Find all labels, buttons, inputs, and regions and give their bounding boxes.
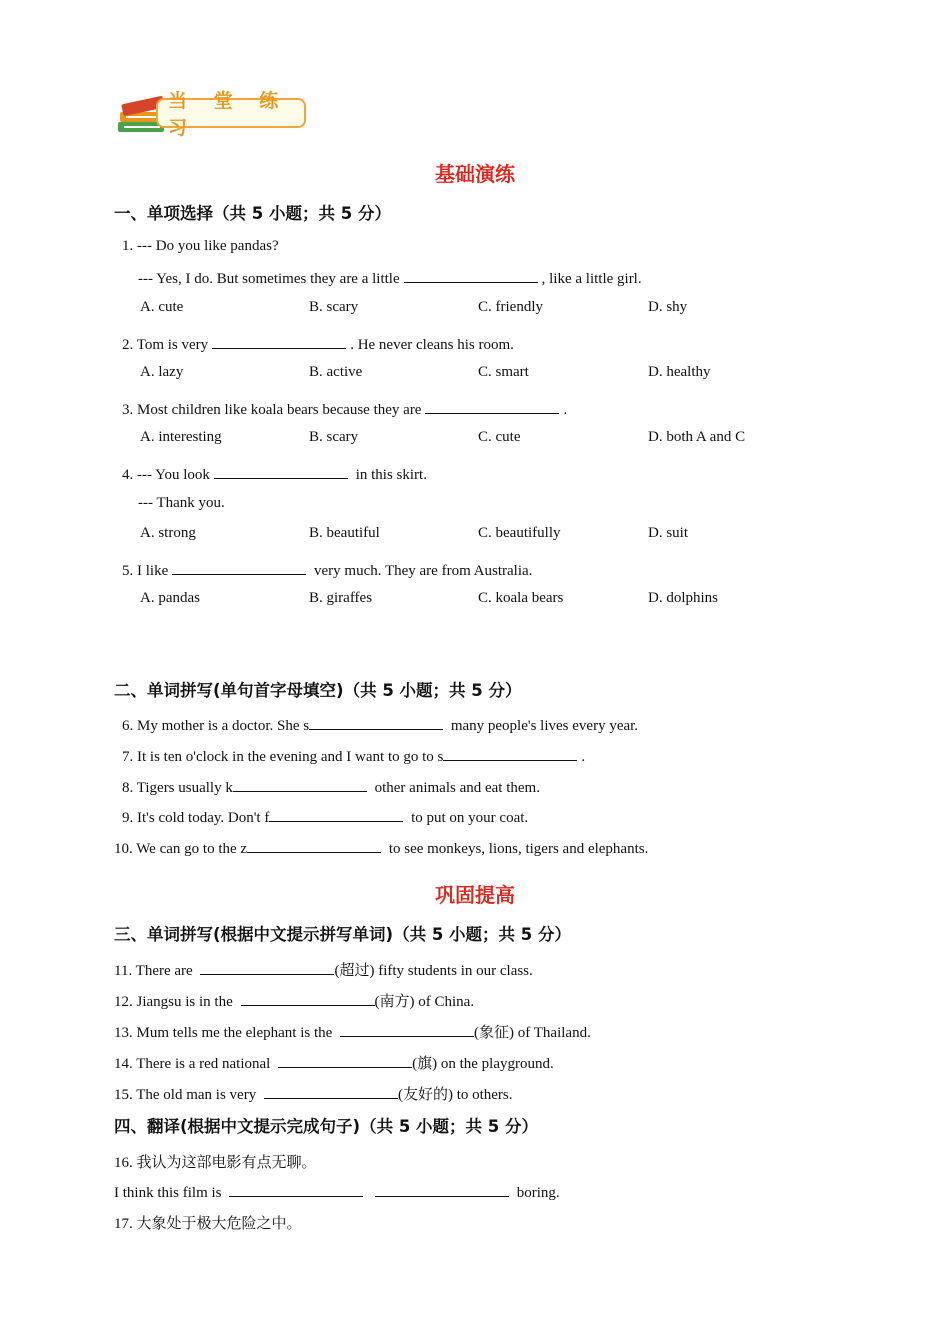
part2-heading: 二、单词拼写(单句首字母填空)（共 5 小题；共 5 分）: [114, 681, 522, 700]
banner-label: 当 堂 练 习: [156, 98, 306, 128]
question-4: 4. --- You look in this skirt.: [122, 464, 427, 484]
answer-blank[interactable]: [269, 807, 403, 822]
question-2: 2. Tom is very . He never cleans his room.: [122, 334, 514, 354]
option: B. beautiful: [309, 525, 380, 541]
option: D. dolphins: [648, 590, 719, 606]
question-6: 6. My mother is a doctor. She s many people's lives every year.: [122, 715, 638, 735]
option: A. cute: [140, 299, 184, 315]
answer-blank[interactable]: [278, 1053, 412, 1068]
question-12: 12. Jiangsu is in the (南方) of China.: [114, 990, 474, 1011]
question-3: 3. Most children like koala bears because they are .: [122, 399, 567, 419]
part1-heading: 一、单项选择（共 5 小题；共 5 分）: [114, 204, 391, 223]
answer-blank[interactable]: [443, 746, 577, 761]
option: C. cute: [478, 429, 521, 445]
question-1-line2: --- Yes, I do. But sometimes they are a little , like a little girl.: [138, 268, 642, 288]
question-7: 7. It is ten o'clock in the evening and I want to go to s .: [122, 746, 585, 766]
option: A. pandas: [140, 590, 200, 606]
question-8: 8. Tigers usually k other animals and eat them.: [122, 777, 540, 797]
part3-heading: 三、单词拼写(根据中文提示拼写单词)（共 5 小题；共 5 分）: [114, 925, 572, 944]
answer-blank[interactable]: [172, 560, 306, 575]
answer-blank[interactable]: [264, 1084, 398, 1099]
question-17-chinese: 17. 大象处于极大危险之中。: [114, 1216, 302, 1232]
question-16: I think this film is boring.: [114, 1182, 560, 1202]
answer-blank[interactable]: [200, 960, 334, 975]
option: B. active: [309, 364, 363, 380]
section-title-basic: 基础演练: [435, 162, 515, 186]
question-1: 1. --- Do you like pandas?: [122, 238, 279, 254]
option: A. strong: [140, 525, 196, 541]
part4-heading: 四、翻译(根据中文提示完成句子)（共 5 小题；共 5 分）: [114, 1117, 539, 1136]
option: D. healthy: [648, 364, 711, 380]
section-title-advanced: 巩固提高: [435, 883, 515, 907]
answer-blank[interactable]: [233, 777, 367, 792]
question-15: 15. The old man is very (友好的) to others.: [114, 1083, 513, 1104]
answer-blank[interactable]: [425, 399, 559, 414]
question-5: 5. I like very much. They are from Australia.: [122, 560, 532, 580]
option: D. suit: [648, 525, 689, 541]
answer-blank[interactable]: [229, 1182, 363, 1197]
option: B. giraffes: [309, 590, 373, 606]
question-14: 14. There is a red national (旗) on the playground.: [114, 1052, 554, 1073]
option: B. scary: [309, 429, 359, 445]
option: B. scary: [309, 299, 359, 315]
answer-blank[interactable]: [340, 1022, 474, 1037]
question-9: 9. It's cold today. Don't f to put on your coat.: [122, 807, 528, 827]
answer-blank[interactable]: [309, 715, 443, 730]
question-10: 10. We can go to the z to see monkeys, lions, tigers and elephants.: [114, 838, 648, 858]
question-13: 13. Mum tells me the elephant is the (象征) of Thailand.: [114, 1021, 591, 1042]
option: C. friendly: [478, 299, 543, 315]
option: A. lazy: [140, 364, 184, 380]
answer-blank[interactable]: [375, 1182, 509, 1197]
question-11: 11. There are (超过) fifty students in our class.: [114, 959, 533, 980]
option: C. koala bears: [478, 590, 564, 606]
answer-blank[interactable]: [241, 991, 375, 1006]
answer-blank[interactable]: [214, 464, 348, 479]
option: C. beautifully: [478, 525, 561, 541]
option: C. smart: [478, 364, 529, 380]
answer-blank[interactable]: [247, 838, 381, 853]
option: D. shy: [648, 299, 688, 315]
answer-blank[interactable]: [404, 268, 538, 283]
option: A. interesting: [140, 429, 222, 445]
option: D. both A and C: [648, 429, 746, 445]
answer-blank[interactable]: [212, 334, 346, 349]
practice-banner: [116, 92, 312, 138]
question-16-chinese: 16. 我认为这部电影有点无聊。: [114, 1155, 317, 1171]
question-4-line2: --- Thank you.: [138, 495, 225, 511]
